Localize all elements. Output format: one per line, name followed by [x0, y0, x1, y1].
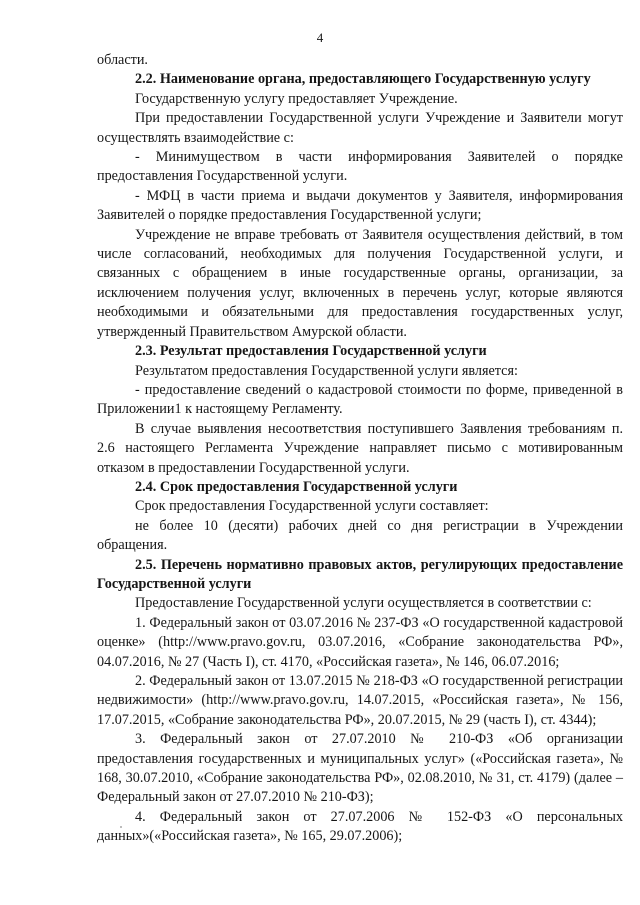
section-heading: 2.4. Срок предоставления Государственной услуги [135, 478, 458, 495]
paragraph: 4. Федеральный закон от 27.07.2006 № 152-ФЗ «О персональных данных»(«Российская газета», № 165, 29.07.2006); [97, 808, 623, 845]
paragraph: В случае выявления несоответствия поступившего Заявления требованиям п. 2.6 настоящего Регламента Учреждение направляет письмо с мотивированным отказом в предоставлении Государственной услуги. [97, 420, 623, 476]
section-heading: 2.5. Перечень нормативно правовых актов, регулирующих предоставление Государственной услуги [97, 556, 623, 592]
section-heading: 2.2. Наименование органа, предоставляющего Государственную услугу [135, 71, 591, 88]
scan-speck [120, 826, 122, 828]
paragraph: Срок предоставления Государственной услуги составляет: [135, 498, 489, 515]
document-body [97, 51, 623, 847]
paragraph: Результатом предоставления Государственной услуги является: [135, 362, 518, 379]
paragraph: - МФЦ в части приема и выдачи документов у Заявителя, информирования Заявителей о порядке предоставления Государственной услуги; [97, 187, 623, 224]
paragraph: - предоставление сведений о кадастровой стоимости по форме, приведенной в Приложении1 к настоящему Регламенту. [97, 381, 623, 418]
paragraph: Государственную услугу предоставляет Учреждение. [135, 90, 458, 107]
paragraph: 2. Федеральный закон от 13.07.2015 № 218-ФЗ «О государственной регистрации недвижимости» (http://www.pravo.gov.ru, 14.07.2015, «Российская газета», № 156, 17.07.2015, «Собрание законодательства РФ», 20.07.2015, № 29 (часть I), ст. 4344); [97, 673, 623, 728]
paragraph: не более 10 (десяти) рабочих дней со дня регистрации в Учреждении обращения. [97, 517, 623, 554]
section-heading: 2.3. Результат предоставления Государственной услуги [135, 343, 487, 360]
paragraph: области. [97, 52, 148, 68]
paragraph: Предоставление Государственной услуги осуществляется в соответствии с: [135, 595, 592, 612]
paragraph: Учреждение не вправе требовать от Заявителя осуществления действий, в том числе согласований, необходимых для получения Государственной услуги, и связанных с обращением в иные государственные органы, организации, за исключением получения услуг, включенных в перечень услуг, которые являются необходимыми и обязательными для предоставления государственных услуг, утвержденный Правительством Амурской области. [97, 226, 623, 340]
paragraph: - Минимуществом в части информирования Заявителей о порядке предоставления Государственной услуги. [97, 149, 623, 185]
page-number: 4 [316, 30, 324, 45]
paragraph: При предоставлении Государственной услуги Учреждение и Заявители могут осуществлять взаимодействие с: [97, 110, 623, 146]
paragraph: 3. Федеральный закон от 27.07.2010 № 210-ФЗ «Об организации предоставления государственных и муниципальных услуг» («Российская газета», № 168, 30.07.2010, «Собрание законодательства РФ», 02.08.2010, № 31, ст. 4179) (далее – Федеральный закон от 27.07.2010 № 210-ФЗ); [97, 731, 623, 806]
paragraph: 1. Федеральный закон от 03.07.2016 № 237-ФЗ «О государственной кадастровой оценке» (http://www.pravo.gov.ru, 03.07.2016, «Собрание законодательства РФ», 04.07.2016, № 27 (Часть I), ст. 4170, «Российская газета», № 146, 06.07.2016; [97, 614, 623, 670]
